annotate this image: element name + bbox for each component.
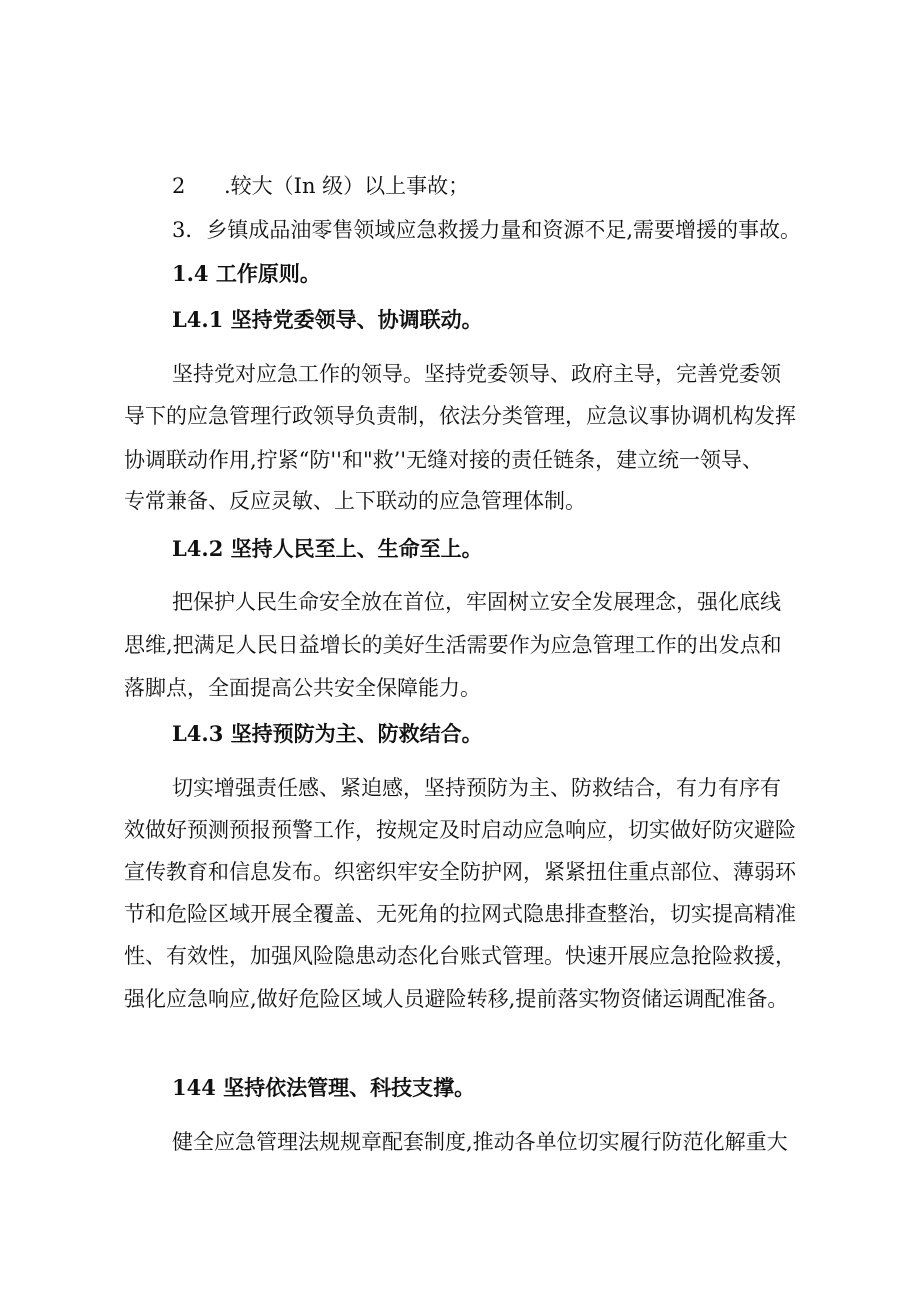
paragraph-line: 健全应急管理法规规章配套制度,推动各单位切实履行防范化解重大 [172,1130,788,1154]
paragraph-line: 效做好预测预报预警工作，按规定及时启动应急响应，切实做好防灾避险 [124,818,796,842]
list-item-number: 2 [172,174,186,198]
section-heading-1-4: 1.4 工作原则。 [172,261,321,286]
paragraph-line: 坚持党对应急工作的领导。坚持党委领导、政府主导，完善党委领 [172,362,781,386]
section-heading-1-4-1: L4.1 坚持党委领导、协调联动。 [172,307,483,332]
paragraph-line: 导下的应急管理行政领导负责制，依法分类管理，应急议事协调机构发挥 [124,404,796,428]
paragraph-line: 节和危险区域开展全覆盖、无死角的拉网式隐患排查整治，切实提高精准 [124,902,796,926]
paragraph-line: 性、有效性，加强风险隐患动态化台账式管理。快速开展应急抢险救援， [124,944,796,968]
paragraph-line: 宣传教育和信息发布。织密织牢安全防护网，紧紧扭住重点部位、薄弱环 [124,860,796,884]
paragraph-line: 把保护人民生命安全放在首位，牢固树立安全发展理念，强化底线 [172,590,781,614]
paragraph-line: 思维,把满足人民日益增长的美好生活需要作为应急管理工作的出发点和 [124,633,782,657]
paragraph-line: 切实增强责任感、紧迫感，坚持预防为主、防救结合，有力有序有 [172,776,781,800]
section-heading-1-4-3: L4.3 坚持预防为主、防救结合。 [172,721,483,746]
section-heading-1-4-4: 144 坚持依法管理、科技支撑。 [172,1075,476,1100]
list-item-2 [172,171,469,201]
paragraph-line: 协调联动作用,拧紧“防''和"救’'无缝对接的责任链条，建立统一领导、 [124,448,764,472]
section-heading-1-4-2: L4.2 坚持人民至上、生命至上。 [172,536,483,561]
paragraph-line: 专常兼备、反应灵敏、上下联动的应急管理体制。 [124,489,586,513]
paragraph-line: 强化应急响应,做好危险区域人员避险转移,提前落实物资储运调配准备。 [124,987,789,1011]
list-item-text: .较大（In 级）以上事故； [224,174,470,198]
list-item-3: 3．乡镇成品油零售领域应急救援力量和资源不足,需要增援的事故。 [172,218,802,242]
paragraph-line: 落脚点，全面提高公共安全保障能力。 [124,676,481,700]
